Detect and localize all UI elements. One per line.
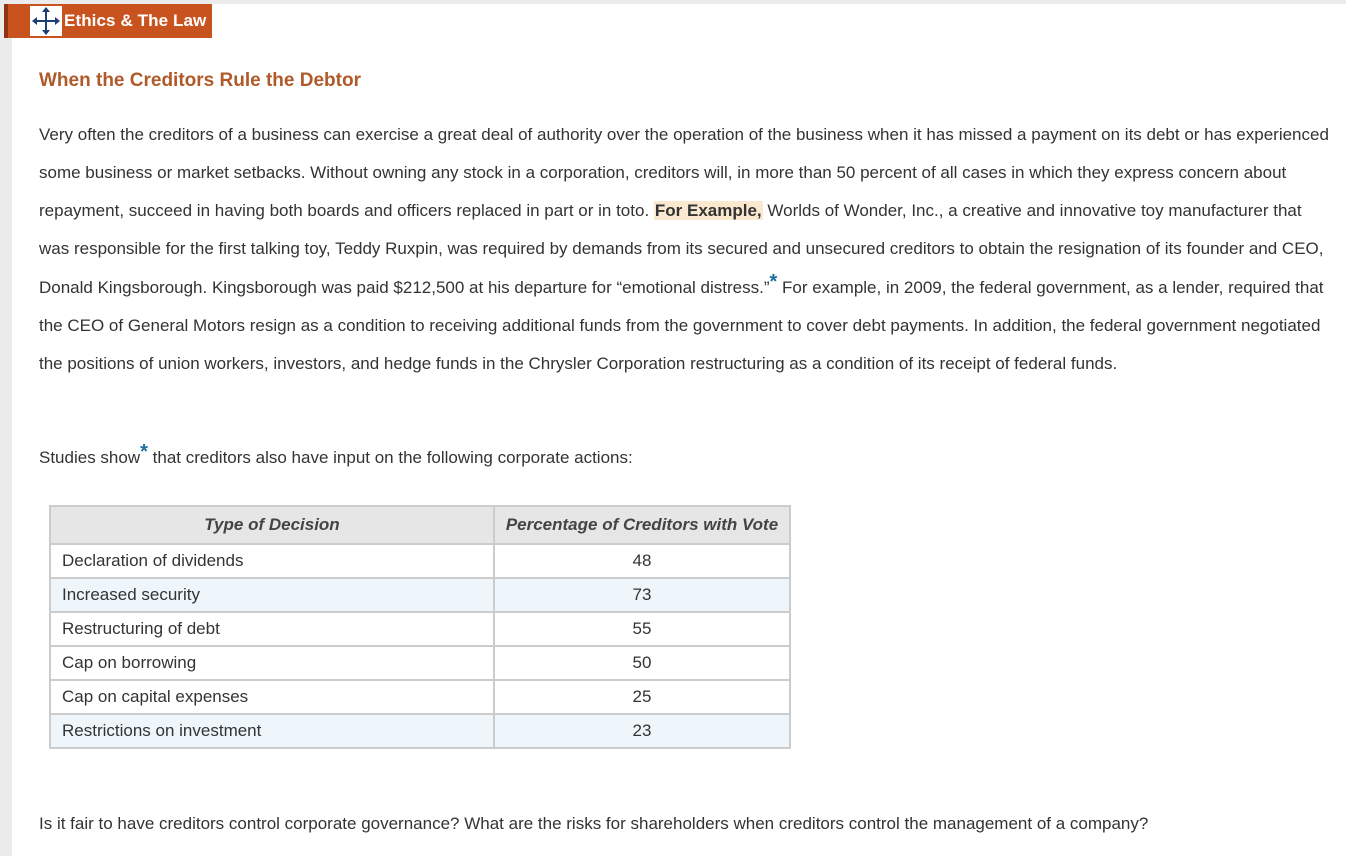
- header-type-of-decision: Type of Decision: [50, 506, 494, 544]
- percentage-cell: 73: [494, 578, 790, 612]
- percentage-cell: 23: [494, 714, 790, 748]
- paragraph-studies: [39, 438, 1329, 477]
- percentage-cell: 50: [494, 646, 790, 680]
- percentage-cell: 55: [494, 612, 790, 646]
- paragraph-text: Very often the creditors of a business can exercise a great deal of authority over the operation of the business when it has missed a payment on its debt or has experienced some business or market setbacks. Without owning any stock in a corporation, creditors will, in more than 50 percent of all cases in which they express concern about repayment, succeed in having both boards and officers replaced in part or in toto.: [39, 125, 1329, 220]
- table-row: [50, 680, 790, 714]
- table-row: [50, 714, 790, 748]
- decision-type-cell: Declaration of dividends: [50, 544, 494, 578]
- decision-type-cell: Restructuring of debt: [50, 612, 494, 646]
- discussion-question: Is it fair to have creditors control corporate governance? What are the risks for shareholders when creditors control the management of a company?: [39, 814, 1149, 833]
- for-example-label: For Example,: [654, 201, 762, 220]
- percentage-cell: 48: [494, 544, 790, 578]
- percentage-cell: 25: [494, 680, 790, 714]
- feature-badge: [4, 4, 212, 38]
- decision-type-cell: Increased security: [50, 578, 494, 612]
- section-heading: When the Creditors Rule the Debtor: [39, 70, 361, 91]
- badge-title: Ethics & The Law: [64, 11, 207, 30]
- footnote-marker[interactable]: *: [140, 441, 148, 463]
- table-row: [50, 544, 790, 578]
- compass-arrows-icon: [30, 6, 62, 36]
- paragraph-text: that creditors also have input on the following corporate actions:: [147, 448, 633, 467]
- paragraph-creditors: [39, 116, 1329, 383]
- footnote-marker[interactable]: *: [769, 271, 778, 293]
- left-rule: [0, 0, 12, 856]
- paragraph-text: Worlds of Wonder, Inc., a creative and innovative toy manufacturer that was responsible for the first talking toy, Teddy Ruxpin, was required by demands from its secured and unsecured creditors to obtain the resignation of its founder and CEO, Donald Kingsborough. Kingsborough was paid $212,500 at his departure for “emotional distress.”: [39, 201, 1324, 297]
- table-header-row: [50, 506, 790, 544]
- creditor-vote-table: [49, 505, 791, 749]
- decision-type-cell: Cap on capital expenses: [50, 680, 494, 714]
- table-row: [50, 612, 790, 646]
- paragraph-text: For example, in 2009, the federal government, as a lender, required that the CEO of General Motors resign as a condition to receiving additional funds from the government to cover debt payments. In addition, the federal government negotiated the positions of union workers, investors, and hedge funds in the Chrysler Corporation restructuring as a condition of its receipt of federal funds.: [39, 278, 1324, 373]
- table-row: [50, 578, 790, 612]
- decision-type-cell: Cap on borrowing: [50, 646, 494, 680]
- header-percentage: Percentage of Creditors with Vote: [494, 506, 790, 544]
- table-row: [50, 646, 790, 680]
- decision-type-cell: Restrictions on investment: [50, 714, 494, 748]
- paragraph-text: Studies show: [39, 448, 141, 467]
